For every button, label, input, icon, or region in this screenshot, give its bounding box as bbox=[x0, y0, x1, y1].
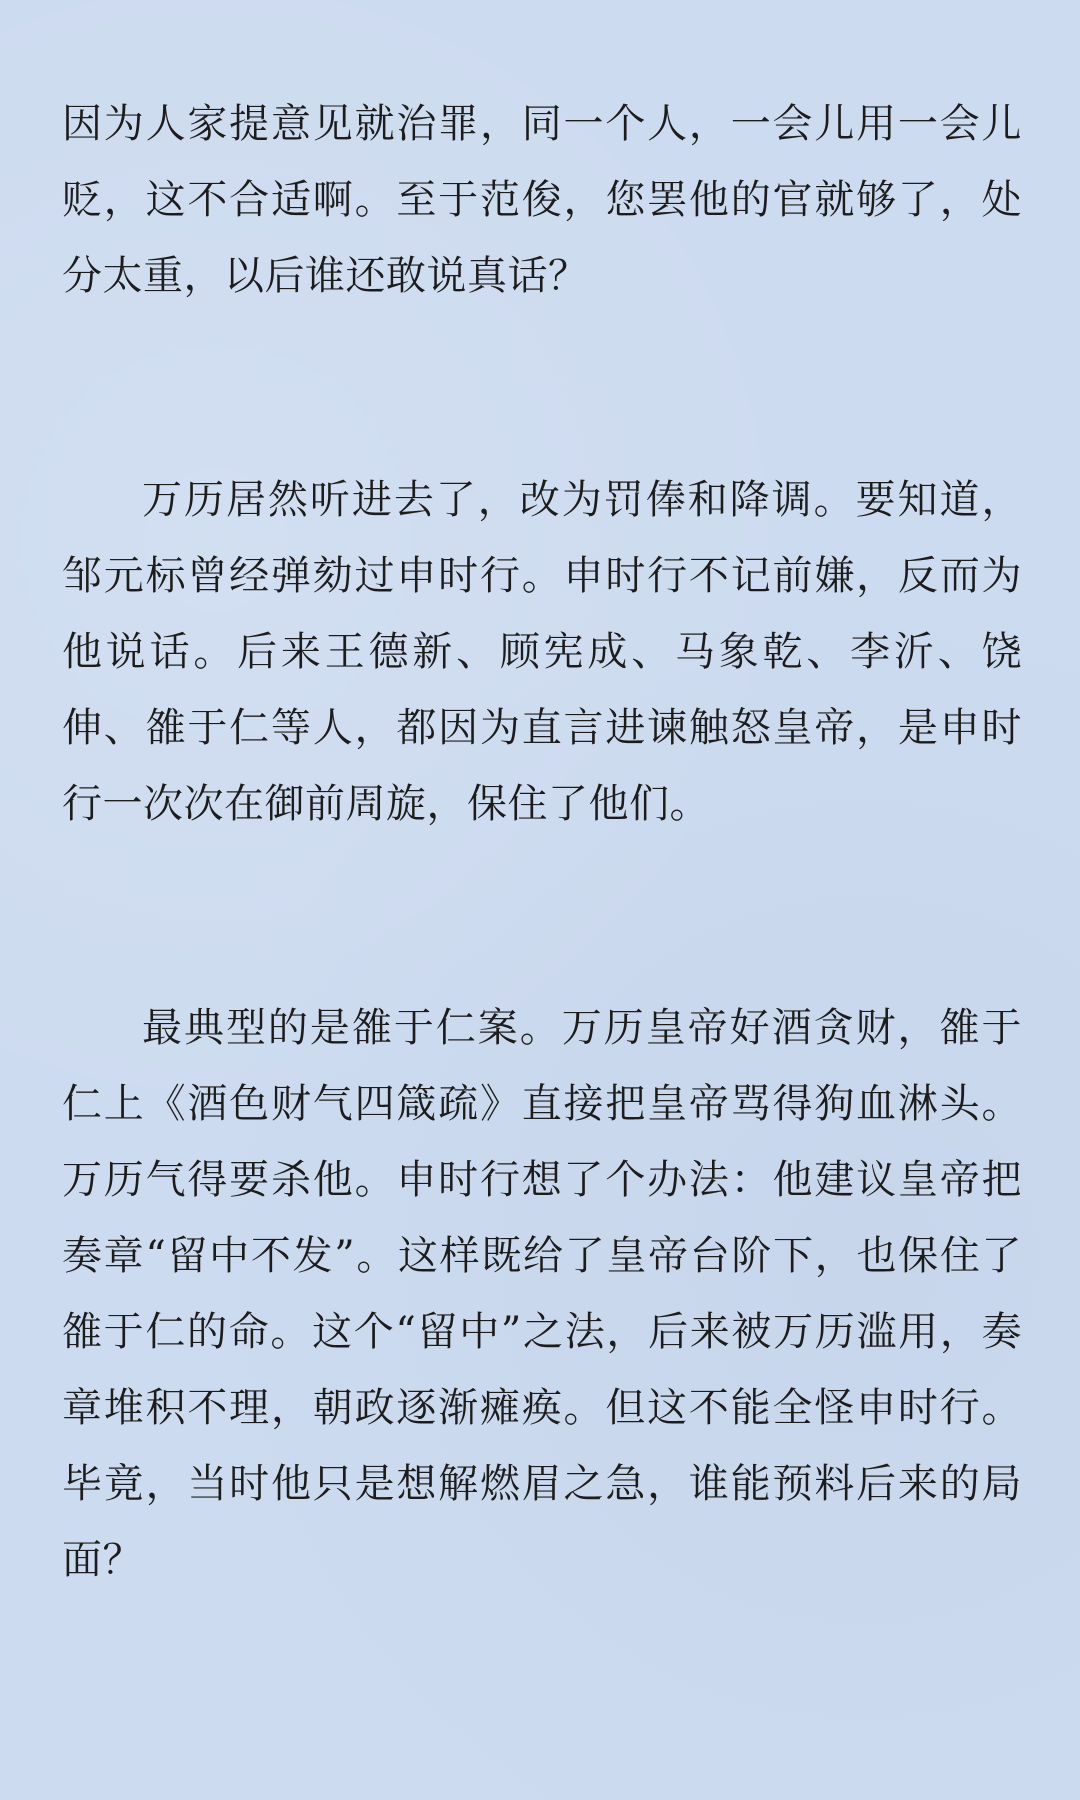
paragraph-spacer bbox=[62, 842, 1022, 990]
paragraph-2: 万历居然听进去了，改为罚俸和降调。要知道，邹元标曾经弹劾过申时行。申时行不记前嫌，反而为他说话。后来王德新、顾宪成、马象乾、李沂、饶伸、雒于仁等人，都因为直言进谏触怒皇帝，是申时行一次次在御前周旋，保住了他们。 bbox=[62, 477, 1022, 827]
paragraph-3: 最典型的是雒于仁案。万历皇帝好酒贪财，雒于仁上《酒色财气四箴疏》直接把皇帝骂得狗血淋头。万历气得要杀他。申时行想了个办法：他建议皇帝把奏章“留中不发”。这样既给了皇帝台阶下，也保住了雒于仁的命。这个“留中”之法，后来被万历滥用，奏章堆积不理，朝政逐渐瘫痪。但这不能全怪申时行。毕竟，当时他只是想解燃眉之急，谁能预料后来的局面？ bbox=[62, 1005, 1022, 1583]
paragraph-1: 因为人家提意见就治罪，同一个人，一会儿用一会儿贬，这不合适啊。至于范俊，您罢他的官就够了，处分太重，以后谁还敢说真话？ bbox=[62, 101, 1022, 299]
article-body bbox=[62, 86, 1022, 1598]
paragraph-spacer bbox=[62, 314, 1022, 462]
